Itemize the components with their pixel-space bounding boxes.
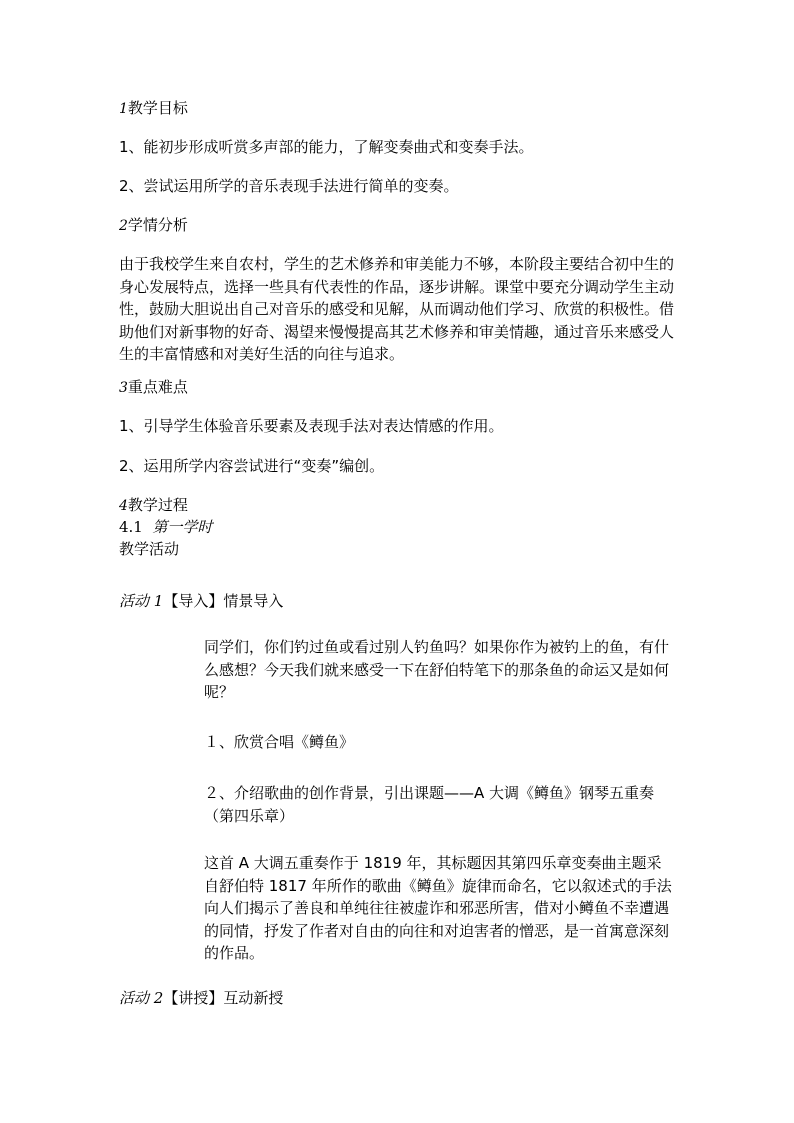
activity-1-intro: 同学们，你们钓过鱼或看过别人钓鱼吗？如果你作为被钓上的鱼，有什么感想？今天我们就来感受一下在舒伯特笔下的那条鱼的命运又是如何呢？ [204,638,670,701]
keypoint-item-1: 1、引导学生体验音乐要素及表现手法对表达情感的作用。 [119,417,504,435]
teaching-activities-label: 教学活动 [119,540,180,558]
activity-2-heading [119,987,283,1009]
activity-2-tag: 【讲授】 [163,989,224,1007]
section-3-heading [119,376,188,399]
activity-1-title: 情景导入 [223,592,284,610]
subsection-4-1-number: 4.1 [119,518,143,536]
activity-2-title: 互动新授 [223,989,284,1007]
activity-1-label: 活动 1 [119,592,164,610]
section-2-number: 2 [119,218,128,234]
section-1-number: 1 [119,101,128,117]
keypoint-item-2: 2、运用所学内容尝试进行“变奏”编创。 [119,457,385,475]
objective-item-1: 1、能初步形成听赏多声部的能力，了解变奏曲式和变奏手法。 [119,138,534,156]
activity-1-step-2: ２、介绍歌曲的创作背景，引出课题——A 大调《鳟鱼》钢琴五重奏（第四乐章） [204,784,655,825]
activity-1-step-1: １、欣赏合唱《鳟鱼》 [204,733,355,751]
activity-1-heading [119,590,283,612]
subsection-4-1-title: 第一学时 [152,518,213,536]
section-2-title: 学情分析 [127,216,188,234]
section-4-number: 4 [119,498,128,514]
section-3-number: 3 [119,380,128,396]
activity-1-tag: 【导入】 [163,592,224,610]
section-1-title: 教学目标 [127,99,188,117]
section-3-title: 重点难点 [127,378,188,396]
section-4-title: 教学过程 [127,496,188,514]
activity-2-label: 活动 2 [119,989,164,1007]
activity-1-description: 这首 A 大调五重奏作于 1819 年，其标题因其第四乐章变奏曲主题采自舒伯特 1817 年所作的歌曲《鳟鱼》旋律而命名，它以叙述式的手法向人们揭示了善良和单纯往往被虚诈和邪恶所害，借对小鳟鱼不幸遭遇的同情，抒发了作者对自由的向往和对迫害者的憎恶，是一首寓意深刻的作品。 [204,854,672,962]
objective-item-2: 2、尝试运用所学的音乐表现手法进行简单的变奏。 [119,177,459,195]
section-4-heading [119,494,188,517]
subsection-4-1-heading [119,516,212,538]
learner-analysis-paragraph: 由于我校学生来自农村，学生的艺术修养和审美能力不够，本阶段主要结合初中生的身心发展特点，选择一些具有代表性的作品，逐步讲解。课堂中要充分调动学生主动性，鼓励大胆说出自己对音乐的感受和见解，从而调动他们学习、欣赏的积极性。借助他们对新事物的好奇、渴望来慢慢提高其艺术修养和审美情趣，通过音乐来感受人生的丰富情感和对美好生活的向往与追求。 [119,255,675,363]
section-1-heading [119,97,188,120]
section-2-heading [119,214,188,237]
